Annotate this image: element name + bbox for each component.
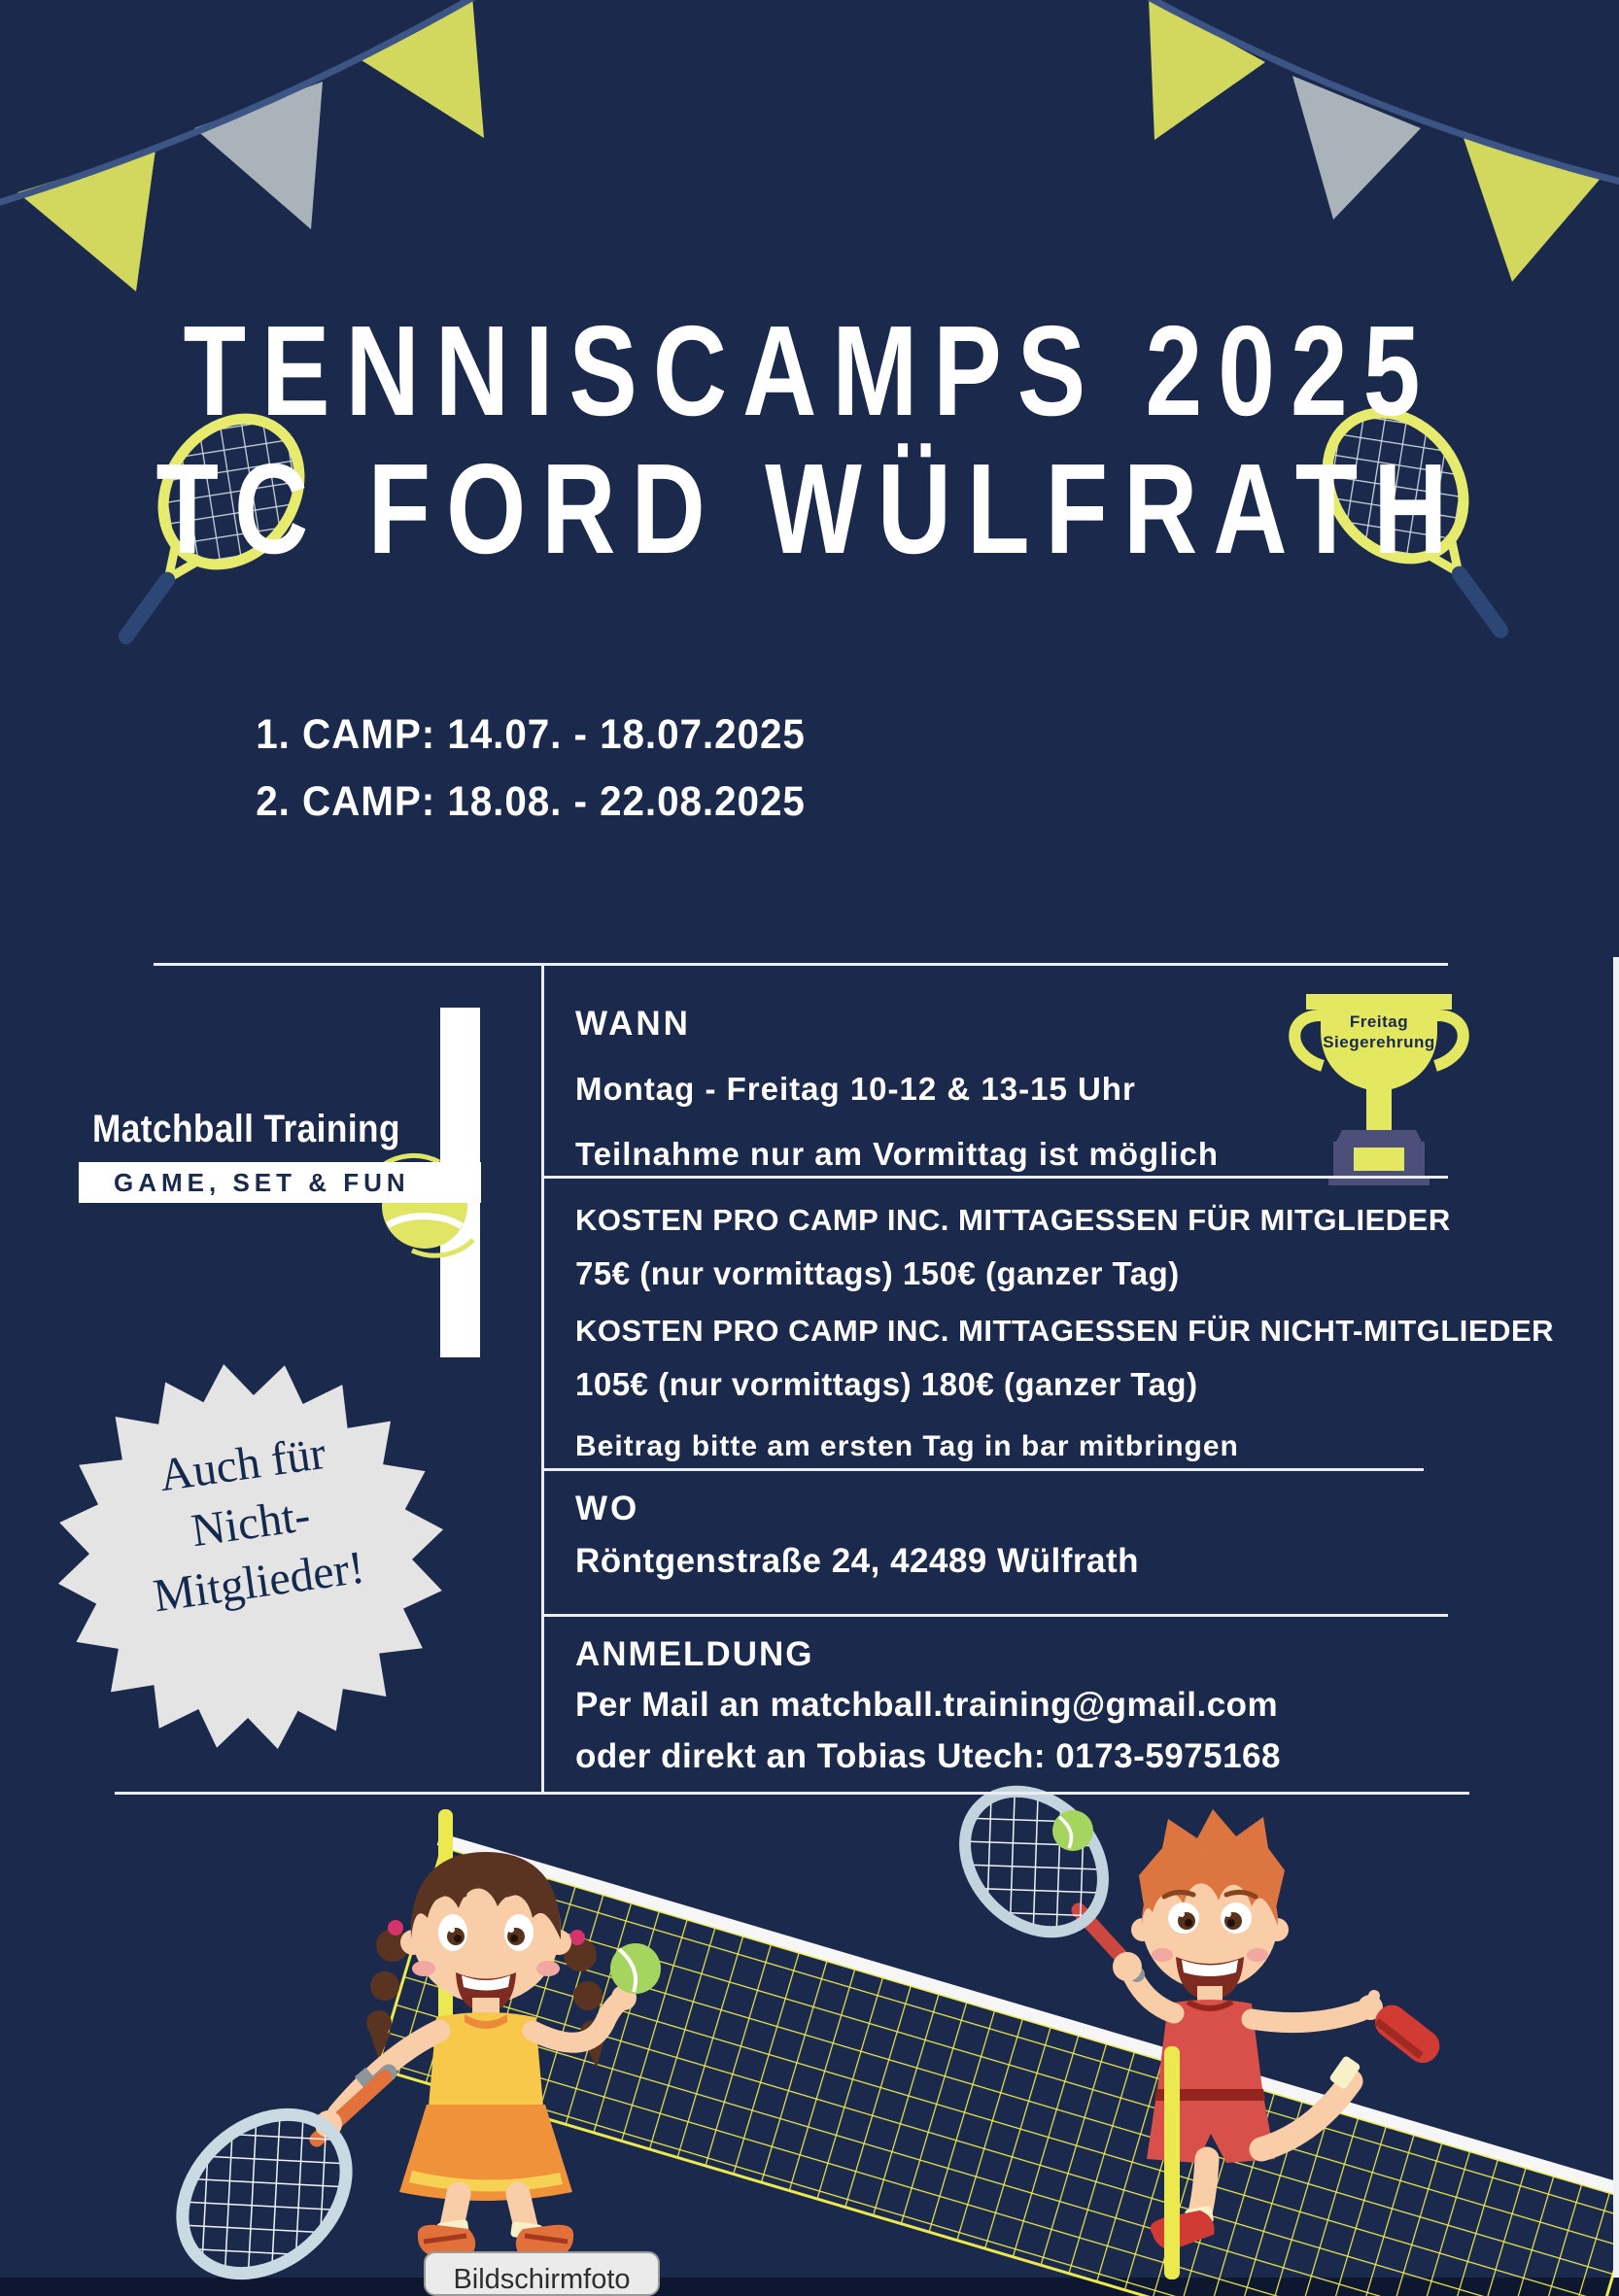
anmeldung-mail: Per Mail an matchball.training@gmail.com	[575, 1686, 1279, 1724]
camp1-date: 1. CAMP: 14.07. - 18.07.2025	[256, 711, 806, 758]
logo-wordmark: Matchball Training	[92, 1108, 400, 1150]
anmeldung-phone: oder direkt an Tobias Utech: 0173-5975168	[575, 1737, 1281, 1775]
divider-vertical	[541, 963, 544, 1795]
wo-heading: WO	[575, 1490, 640, 1527]
trophy-label-line2: Siegerehrung	[1323, 1033, 1435, 1051]
camp-dates	[256, 702, 806, 836]
kosten-nicht-mitglieder-heading: KOSTEN PRO CAMP INC. MITTAGESSEN FÜR NICHT-MITGLIEDER	[575, 1314, 1555, 1348]
divider-wann-kosten	[542, 1176, 1448, 1179]
wo-address: Röntgenstraße 24, 42489 Wülfrath	[575, 1542, 1140, 1580]
kosten-mitglieder-price: 75€ (nur vormittags) 150€ (ganzer Tag)	[575, 1255, 1180, 1291]
window-edge	[1613, 957, 1619, 2278]
camp2-date: 2. CAMP: 18.08. - 22.08.2025	[256, 778, 806, 825]
logo-tagline-text: GAME, SET & FUN	[114, 1167, 410, 1197]
beitrag-note: Beitrag bitte am ersten Tag in bar mitbringen	[575, 1430, 1239, 1462]
bunting-right-icon	[1143, 0, 1619, 282]
wann-heading: WANN	[575, 1005, 691, 1043]
divider-bottom	[115, 1792, 1469, 1795]
kosten-mitglieder-heading: KOSTEN PRO CAMP INC. MITTAGESSEN FÜR MITGLIEDER	[575, 1203, 1451, 1237]
page-title-line1: TENNISCAMPS 2025	[183, 299, 1436, 442]
page-title-line2: TC FORD WÜLFRATH	[155, 437, 1464, 580]
wann-note: Teilnahme nur am Vormittag ist möglich	[575, 1136, 1220, 1172]
bunting-left-icon	[0, 0, 484, 291]
tennis-ball-icon	[1052, 1810, 1093, 1851]
logo-tagline-bar	[79, 1162, 481, 1203]
divider-beitrag-wo	[542, 1468, 1424, 1471]
divider-wo-anmeldung	[542, 1614, 1448, 1617]
badge-line1: Auch für	[155, 1426, 329, 1502]
net-post-right	[1164, 2046, 1180, 2279]
wann-times: Montag - Freitag 10-12 & 13-15 Uhr	[575, 1071, 1136, 1107]
screenshot-button-label: Bildschirmfoto	[453, 2264, 631, 2295]
trophy-label-line1: Freitag	[1349, 1012, 1409, 1031]
kosten-nicht-mitglieder-price: 105€ (nur vormittags) 180€ (ganzer Tag)	[575, 1366, 1198, 1402]
badge-line3: Mitglieder!	[150, 1541, 368, 1623]
badge-line2: Nicht-	[188, 1489, 314, 1558]
anmeldung-heading: ANMELDUNG	[575, 1635, 814, 1673]
divider-top	[154, 963, 1448, 966]
screenshot-button[interactable]	[424, 2251, 660, 2296]
